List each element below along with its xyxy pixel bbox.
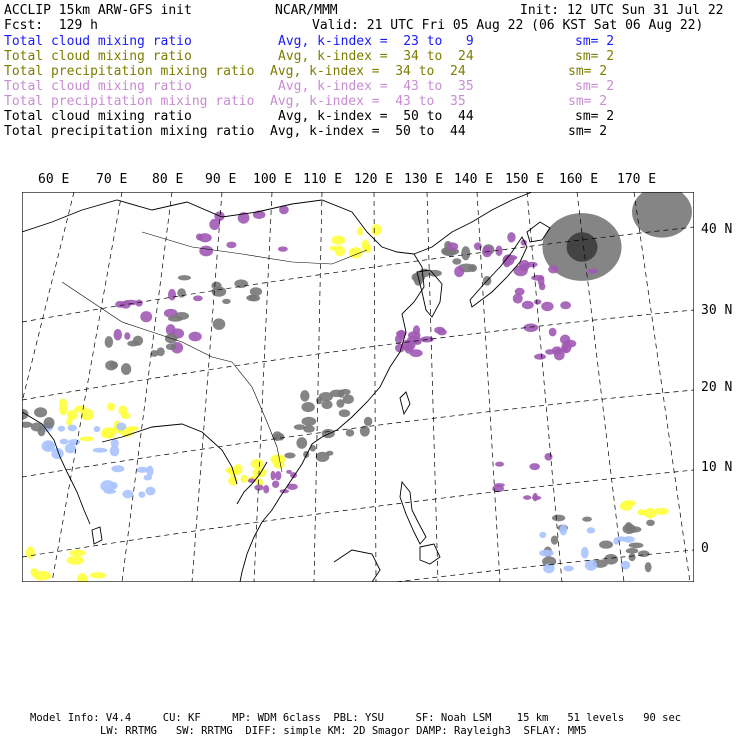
- legend-field: Total cloud mixing ratio: [4, 79, 192, 94]
- map-title: ACCLIP 15km ARW-GFS init: [4, 3, 192, 18]
- cloud-patch: [613, 537, 619, 544]
- cloud-patch: [454, 266, 464, 277]
- cloud-patch: [111, 465, 124, 472]
- cloud-patch: [521, 264, 529, 271]
- cloud-patch: [339, 409, 350, 417]
- legend-sm: sm= 2: [575, 49, 615, 64]
- cloud-patch: [620, 501, 633, 511]
- legend-avg: Avg, k-index = 43 to 35: [270, 94, 466, 109]
- cloud-patch: [277, 433, 284, 440]
- lon-label: 150 E: [505, 172, 545, 187]
- cloud-patch: [177, 288, 186, 297]
- legend-field: Total precipitation mixing ratio: [4, 94, 255, 109]
- cloud-patch: [33, 571, 51, 581]
- cloud-patch: [410, 349, 423, 357]
- cloud-patch: [300, 390, 309, 401]
- cloud-patch: [541, 302, 553, 311]
- cloud-patch: [357, 227, 363, 236]
- cloud-patch: [364, 417, 372, 426]
- lat-label: 40 N: [701, 222, 733, 237]
- cloud-patch: [335, 246, 345, 257]
- cloud-patch: [120, 301, 131, 309]
- model-info-line1: Model Info: V4.4 CU: KF MP: WDM 6class PBL: YSU SF: Noah LSM 15 km 51 levels 90 sec: [30, 712, 682, 724]
- cloud-patch: [124, 332, 130, 339]
- legend-field: Total precipitation mixing ratio: [4, 64, 255, 79]
- cloud-patch: [362, 240, 370, 252]
- cloud-patch: [234, 279, 248, 288]
- lon-label: 160 E: [559, 172, 599, 187]
- cloud-patch: [343, 394, 354, 404]
- legend-avg: Avg, k-index = 50 to 44: [278, 109, 474, 124]
- legend-sm: sm= 2: [575, 79, 615, 94]
- cloud-patch: [199, 246, 213, 257]
- legend-field: Total precipitation mixing ratio: [4, 124, 255, 139]
- cloud-patch: [26, 546, 35, 558]
- cloud-patch: [515, 288, 525, 296]
- cloud-patch: [145, 487, 155, 496]
- cloud-patch: [136, 467, 149, 473]
- init-time: Init: 12 UTC Sun 31 Jul 22: [520, 3, 724, 18]
- cloud-patch: [539, 550, 554, 557]
- cloud-patch: [122, 490, 133, 499]
- lon-label: 140 E: [454, 172, 494, 187]
- cloud-patch: [408, 331, 421, 339]
- cloud-patch: [552, 515, 565, 522]
- cloud-patch: [68, 425, 77, 432]
- cloud-patch: [107, 403, 115, 411]
- lat-label: 0: [701, 541, 709, 556]
- cloud-patch: [552, 346, 563, 354]
- lon-label: 170 E: [617, 172, 657, 187]
- cloud-patch: [626, 548, 639, 554]
- legend-sm: sm= 2: [568, 124, 608, 139]
- cloud-patch: [338, 389, 344, 397]
- cloud-patch: [284, 452, 295, 458]
- cloud-patch: [371, 224, 381, 235]
- legend-sm: sm= 2: [568, 64, 608, 79]
- cloud-patch: [627, 526, 641, 532]
- lat-label: 20 N: [701, 380, 733, 395]
- cloud-patch: [322, 400, 333, 409]
- cloud-patch: [133, 336, 143, 346]
- cloud-patch: [587, 527, 595, 533]
- cloud-patch: [168, 316, 183, 322]
- cloud-patch: [213, 318, 226, 330]
- cloud-patch: [563, 566, 574, 572]
- cloud-patch: [90, 572, 106, 578]
- lon-label: 110 E: [303, 172, 343, 187]
- legend-avg: Avg, k-index = 34 to 24: [270, 64, 466, 79]
- cloud-patch: [166, 343, 177, 350]
- cloud-patch: [118, 405, 127, 415]
- lon-label: 130 E: [404, 172, 444, 187]
- cloud-patch: [140, 311, 152, 322]
- lon-label: 100 E: [253, 172, 293, 187]
- cloud-patch: [316, 452, 330, 462]
- cloud-patch: [538, 275, 545, 286]
- cloud-patch: [94, 426, 101, 432]
- cloud-patch: [59, 398, 67, 407]
- cloud-patch: [286, 470, 292, 474]
- cloud-patch: [585, 560, 597, 571]
- cloud-patch: [254, 484, 263, 490]
- cloud-patch: [495, 462, 504, 467]
- cloud-patch: [249, 295, 261, 302]
- cloud-patch: [599, 541, 613, 549]
- cloud-patch: [60, 439, 69, 445]
- cloud-patch: [532, 493, 537, 501]
- cloud-patch: [560, 525, 568, 536]
- cloud-patch: [551, 536, 558, 545]
- forecast-map: [22, 192, 694, 582]
- cloud-patch: [80, 436, 95, 441]
- cloud-patch: [562, 345, 568, 353]
- cloud-patch: [178, 275, 191, 280]
- lat-label: 10 N: [701, 460, 733, 475]
- cloud-patch: [644, 508, 656, 518]
- cloud-patch: [452, 258, 461, 264]
- cloud-patch: [301, 402, 314, 412]
- cloud-patch: [253, 468, 267, 478]
- cloud-patch: [114, 329, 122, 341]
- cloud-patch: [271, 471, 276, 480]
- cloud-patch: [567, 232, 598, 262]
- cloud-patch: [189, 332, 202, 342]
- cloud-patch: [81, 409, 94, 421]
- cloud-patch: [38, 427, 46, 437]
- cloud-patch: [581, 547, 589, 559]
- lon-label: 70 E: [96, 172, 128, 187]
- cloud-patch: [250, 287, 262, 296]
- cloud-patch: [275, 471, 282, 480]
- legend-avg: Avg, k-index = 34 to 24: [278, 49, 474, 64]
- cloud-patch: [638, 550, 650, 557]
- cloud-patch: [494, 483, 505, 487]
- cloud-patch: [110, 445, 120, 456]
- cloud-patch: [544, 453, 552, 461]
- cloud-patch: [67, 556, 85, 565]
- lat-label: 30 N: [701, 303, 733, 318]
- cloud-patch: [196, 234, 203, 241]
- legend-avg: Avg, k-index = 43 to 35: [278, 79, 474, 94]
- cloud-patch: [522, 301, 534, 309]
- cloud-patch: [461, 246, 470, 260]
- cloud-patch: [447, 242, 458, 250]
- cloud-patch: [278, 246, 288, 251]
- cloud-patch: [296, 437, 307, 449]
- cloud-patch: [110, 361, 118, 368]
- cloud-patch: [560, 301, 571, 309]
- lon-label: 90 E: [205, 172, 237, 187]
- cloud-patch: [346, 429, 354, 436]
- cloud-patch: [331, 236, 345, 245]
- cloud-patch: [193, 295, 203, 301]
- lon-label: 120 E: [354, 172, 394, 187]
- cloud-patch: [263, 485, 269, 493]
- cloud-patch: [222, 299, 231, 304]
- forecast-hour: Fcst: 129 h: [4, 18, 98, 33]
- cloud-patch: [316, 397, 322, 404]
- cloud-patch: [638, 509, 645, 515]
- cloud-patch: [65, 443, 76, 453]
- cloud-patch: [524, 323, 539, 332]
- cloud-patch: [303, 425, 315, 433]
- cloud-patch: [93, 448, 108, 453]
- cloud-patch: [539, 532, 546, 538]
- valid-time: Valid: 21 UTC Fri 05 Aug 22 (06 KST Sat 06 Aug 22): [312, 18, 704, 33]
- cloud-patch: [44, 417, 55, 429]
- legend-avg: Avg, k-index = 50 to 44: [270, 124, 466, 139]
- lon-label: 80 E: [152, 172, 184, 187]
- legend-field: Total cloud mixing ratio: [4, 109, 192, 124]
- institution-label: NCAR/MMM: [275, 3, 338, 18]
- cloud-patch: [69, 550, 86, 556]
- cloud-patch: [168, 289, 176, 301]
- cloud-patch: [272, 480, 279, 488]
- cloud-patch: [135, 300, 142, 307]
- cloud-patch: [507, 232, 515, 242]
- cloud-patch: [121, 363, 131, 375]
- cloud-patch: [534, 299, 542, 304]
- cloud-patch: [623, 536, 635, 543]
- cloud-patch: [529, 463, 540, 470]
- legend-sm: sm= 2: [568, 94, 608, 109]
- legend-field: Total cloud mixing ratio: [4, 49, 192, 64]
- cloud-patch: [654, 508, 669, 515]
- cloud-patch: [111, 482, 118, 489]
- cloud-patch: [271, 454, 286, 465]
- cloud-patch: [434, 327, 445, 334]
- cloud-patch: [34, 407, 47, 417]
- cloud-patch: [628, 553, 635, 561]
- cloud-patch: [302, 417, 317, 426]
- cloud-patch: [523, 495, 531, 500]
- cloud-patch: [143, 475, 152, 481]
- cloud-patch: [138, 491, 145, 497]
- cloud-patch: [549, 328, 557, 337]
- cloud-patch: [534, 354, 546, 360]
- legend-field: Total cloud mixing ratio: [4, 34, 192, 49]
- cloud-patch: [646, 520, 655, 526]
- cloud-patch: [105, 336, 113, 348]
- legend-sm: sm= 2: [575, 109, 615, 124]
- cloud-patch: [241, 475, 248, 483]
- cloud-patch: [226, 242, 236, 249]
- cloud-patch: [629, 542, 644, 548]
- model-info-line2: LW: RRTMG SW: RRTMG DIFF: simple KM: 2D Smagor DAMP: Rayleigh3 SFLAY: MM5: [100, 725, 587, 737]
- cloud-patch: [645, 562, 652, 572]
- legend-avg: Avg, k-index = 23 to 9: [278, 34, 474, 49]
- lon-label: 60 E: [38, 172, 70, 187]
- cloud-patch: [101, 431, 112, 438]
- cloud-patch: [58, 426, 65, 432]
- legend-sm: sm= 2: [575, 34, 615, 49]
- cloud-patch: [116, 423, 126, 431]
- cloud-patch: [588, 268, 598, 273]
- cloud-patch: [582, 517, 592, 522]
- cloud-patch: [251, 459, 264, 469]
- cloud-patch: [548, 265, 558, 273]
- cloud-patch: [104, 489, 116, 494]
